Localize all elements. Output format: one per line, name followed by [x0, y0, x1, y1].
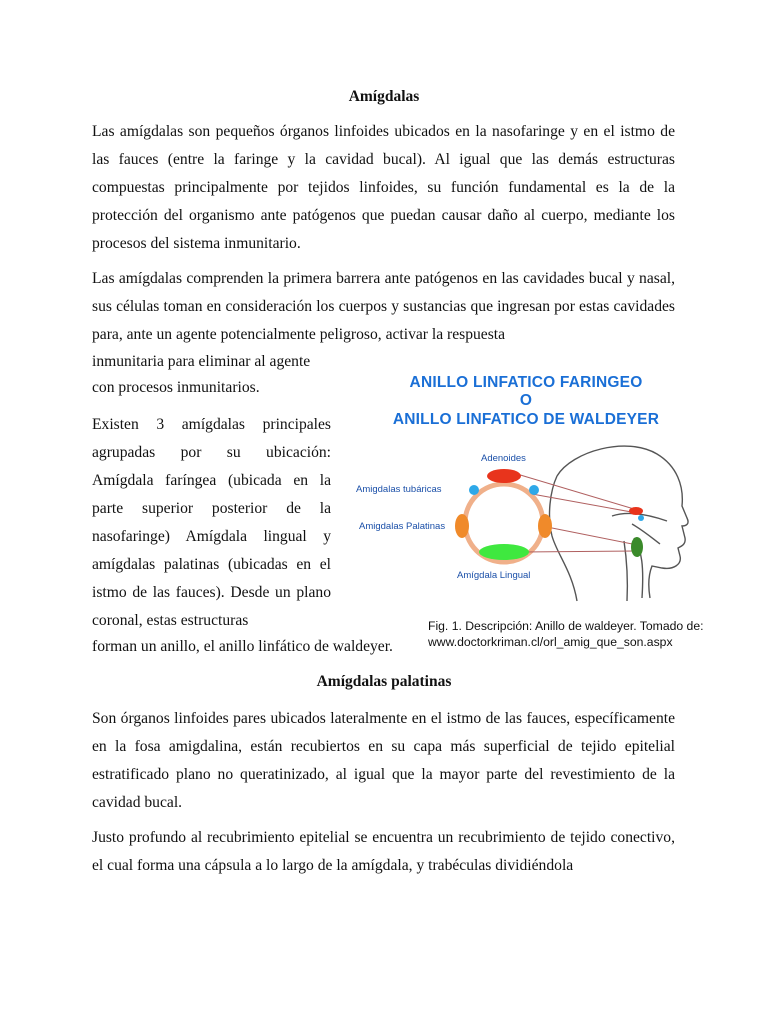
tubarica-right-shape: [529, 485, 539, 495]
paragraph-barrier: Las amígdalas comprenden la primera barrera ante patógenos en las cavidades bucal y nasal, sus células toman en consideración los cuerpos y sustancias que ingresan por estas cavidades para, ante un agente potencialmente peligroso, activar la respuesta: [92, 270, 675, 343]
label-palatinas: Amigdalas Palatinas: [359, 521, 446, 532]
head-adenoid-marker: [629, 507, 643, 515]
figure-title-line3: ANILLO LINFATICO DE WALDEYER: [392, 411, 660, 428]
label-adenoides: Adenoides: [481, 453, 526, 464]
head-silhouette: [550, 446, 689, 601]
paragraph-barrier-line5: con procesos inmunitarios.: [92, 379, 260, 396]
figure-title-line1: ANILLO LINFATICO FARINGEO: [409, 374, 643, 391]
paragraph-barrier-line4: inmunitaria para eliminar al agente: [92, 353, 311, 370]
paragraph-palatinas: Son órganos linfoides pares ubicados lateralmente en el istmo de las fauces, específicamente en la fosa amigdalina, están recubiertos en su capa más superficial de tejido epitelial estratificado plano no queratinizado, al igual que la mayor parte del revestimiento de la cavidad bucal.: [92, 710, 675, 811]
figure-caption: [428, 618, 748, 650]
tubarica-left-shape: [469, 485, 479, 495]
paragraph-intro: Las amígdalas son pequeños órganos linfoides ubicados en la nasofaringe y en el istmo de las fauces (entre la faringe y la cavidad bucal). Al igual que las demás estructuras compuestas principalmente por tejidos linfoides, su función fundamental es la de la protección del organismo ante patógenos que puedan causar daño al cuerpo, mediante los procesos del sistema inmunitario.: [92, 123, 675, 252]
caption-line2: www.doctorkriman.cl/orl_amig_que_son.aspx: [428, 635, 673, 649]
palatina-right-shape: [538, 514, 552, 538]
label-lingual: Amígdala Lingual: [457, 570, 531, 581]
paragraph-three-tonsils: Existen 3 amígdalas principales agrupadas por su ubicación: Amígdala faríngea (ubicada en la parte superior posterior de la nasofaringe) Amígdala lingual y amígdalas palatinas (ubicadas en el istmo de las fauces). Desde un plano coronal, estas estructuras: [92, 416, 331, 629]
lingual-shape: [479, 544, 529, 560]
adenoides-shape: [487, 469, 521, 483]
waldeyer-ring-figure: [352, 366, 700, 618]
paragraph-three-tonsils-last: forman un anillo, el anillo linfático de waldeyer.: [92, 638, 393, 655]
section-title-palatinas: Amígdalas palatinas: [316, 673, 452, 690]
page-title: Amígdalas: [348, 88, 420, 105]
palatina-left-shape: [455, 514, 469, 538]
label-tubaricas: Amigdalas tubáricas: [356, 484, 442, 495]
paragraph-conective: Justo profundo al recubrimiento epitelial se encuentra un recubrimiento de tejido conectivo, el cual forma una cápsula a lo largo de la amígdala, y trabéculas dividiéndola: [92, 829, 675, 874]
head-tubal-marker: [638, 515, 644, 521]
caption-line1: Fig. 1. Descripción: Anillo de waldeyer. Tomado de:: [428, 619, 704, 633]
figure-title-line2: O: [519, 392, 533, 409]
head-palatine-marker: [631, 537, 643, 557]
